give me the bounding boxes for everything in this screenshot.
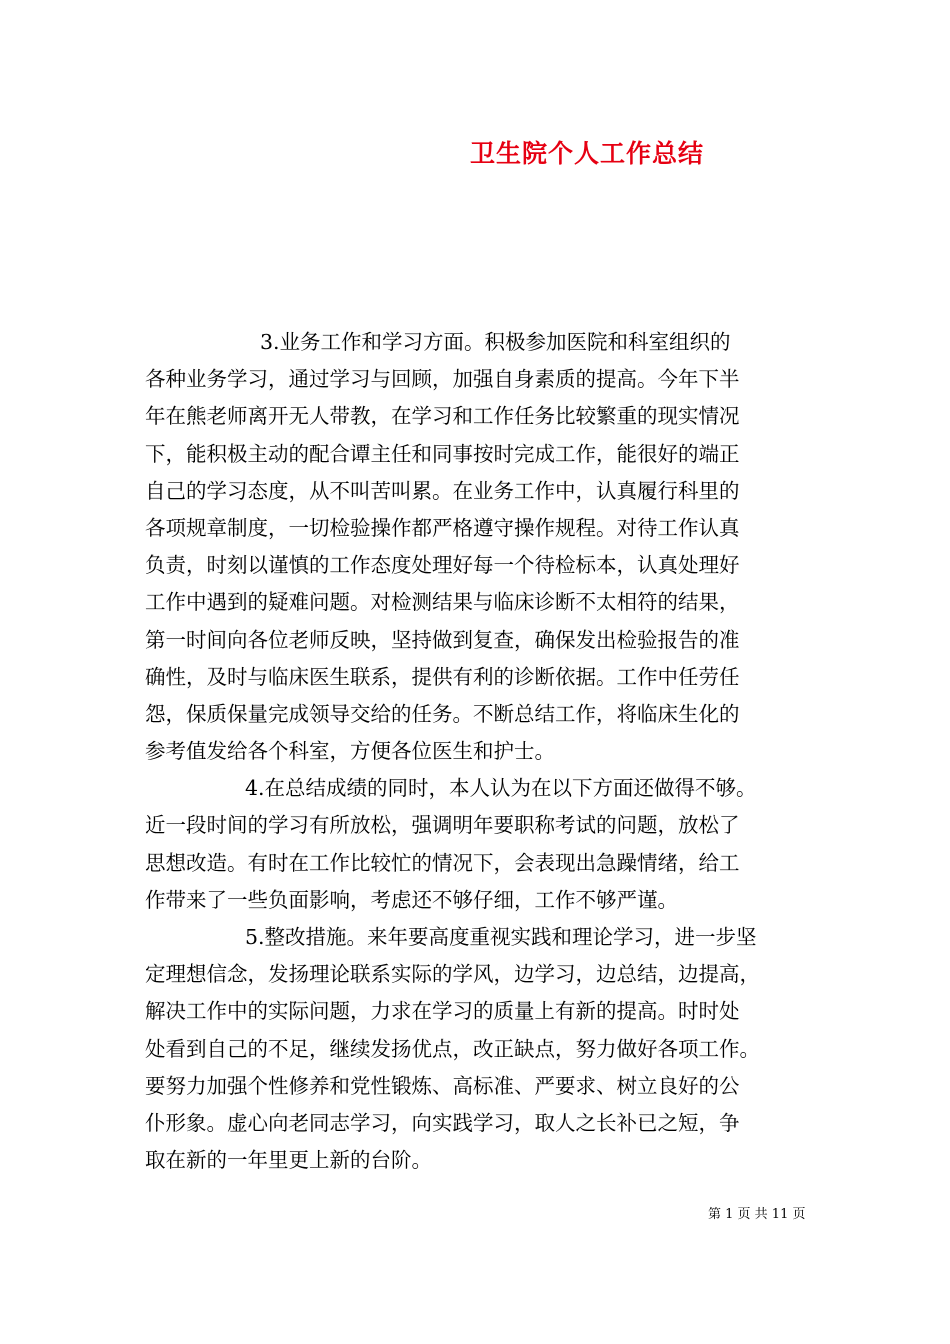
text-line: 仆形象。虚心向老同志学习，向实践学习，取人之长补已之短，争: [145, 1110, 740, 1135]
text-line: 处看到自己的不足，继续发扬优点，改正缺点，努力做好各项工作。: [145, 1036, 760, 1061]
document-body: [145, 324, 805, 1179]
text-line: 各项规章制度，一切检验操作都严格遵守操作规程。对待工作认真: [145, 515, 740, 540]
text-line: 各种业务学习，通过学习与回顾，加强自身素质的提高。今年下半: [145, 367, 740, 392]
paragraph-4: [145, 770, 805, 919]
text-line: 近一段时间的学习有所放松，强调明年要职称考试的问题，放松了: [145, 813, 740, 838]
text-line: 参考值发给各个科室，方便各位医生和护士。: [145, 739, 555, 764]
text-line: 年在熊老师离开无人带教，在学习和工作任务比较繁重的现实情况: [145, 404, 740, 429]
text-line: 解决工作中的实际问题，力求在学习的质量上有新的提高。时时处: [145, 999, 740, 1024]
text-line: 确性，及时与临床医生联系，提供有利的诊断依据。工作中任劳任: [145, 664, 740, 689]
text-line: 3.业务工作和学习方面。积极参加医院和科室组织的: [260, 330, 731, 354]
text-line: 怨，保质保量完成领导交给的任务。不断总结工作，将临床生化的: [145, 701, 740, 726]
text-line: 负责，时刻以谨慎的工作态度处理好每一个待检标本，认真处理好: [145, 553, 740, 578]
text-line: 取在新的一年里更上新的台阶。: [145, 1148, 432, 1173]
text-line: 定理想信念，发扬理论联系实际的学风，边学习，边总结，边提高，: [145, 962, 760, 987]
text-line: 工作中遇到的疑难问题。对检测结果与临床诊断不太相符的结果，: [145, 590, 740, 615]
text-line: 自己的学习态度，从不叫苦叫累。在业务工作中，认真履行科里的: [145, 478, 740, 503]
text-line: 思想改造。有时在工作比较忙的情况下，会表现出急躁情绪，给工: [145, 850, 740, 875]
page-number: 第 1 页 共 11 页: [708, 1207, 806, 1222]
text-line: 4.在总结成绩的同时，本人认为在以下方面还做得不够。: [245, 776, 757, 801]
text-line: 作带来了一些负面影响，考虑还不够仔细，工作不够严谨。: [145, 887, 678, 912]
paragraph-5: [145, 919, 805, 1179]
paragraph-3: [145, 324, 805, 770]
text-line: 要努力加强个性修养和党性锻炼、高标准、严要求、树立良好的公: [145, 1073, 740, 1098]
text-line: 第一时间向各位老师反映，坚持做到复查，确保发出检验报告的准: [145, 627, 740, 652]
text-line: 下，能积极主动的配合谭主任和同事按时完成工作，能很好的端正: [145, 441, 740, 466]
text-line: 5.整改措施。来年要高度重视实践和理论学习，进一步坚: [245, 925, 757, 949]
document-title: 卫生院个人工作总结: [470, 139, 705, 168]
